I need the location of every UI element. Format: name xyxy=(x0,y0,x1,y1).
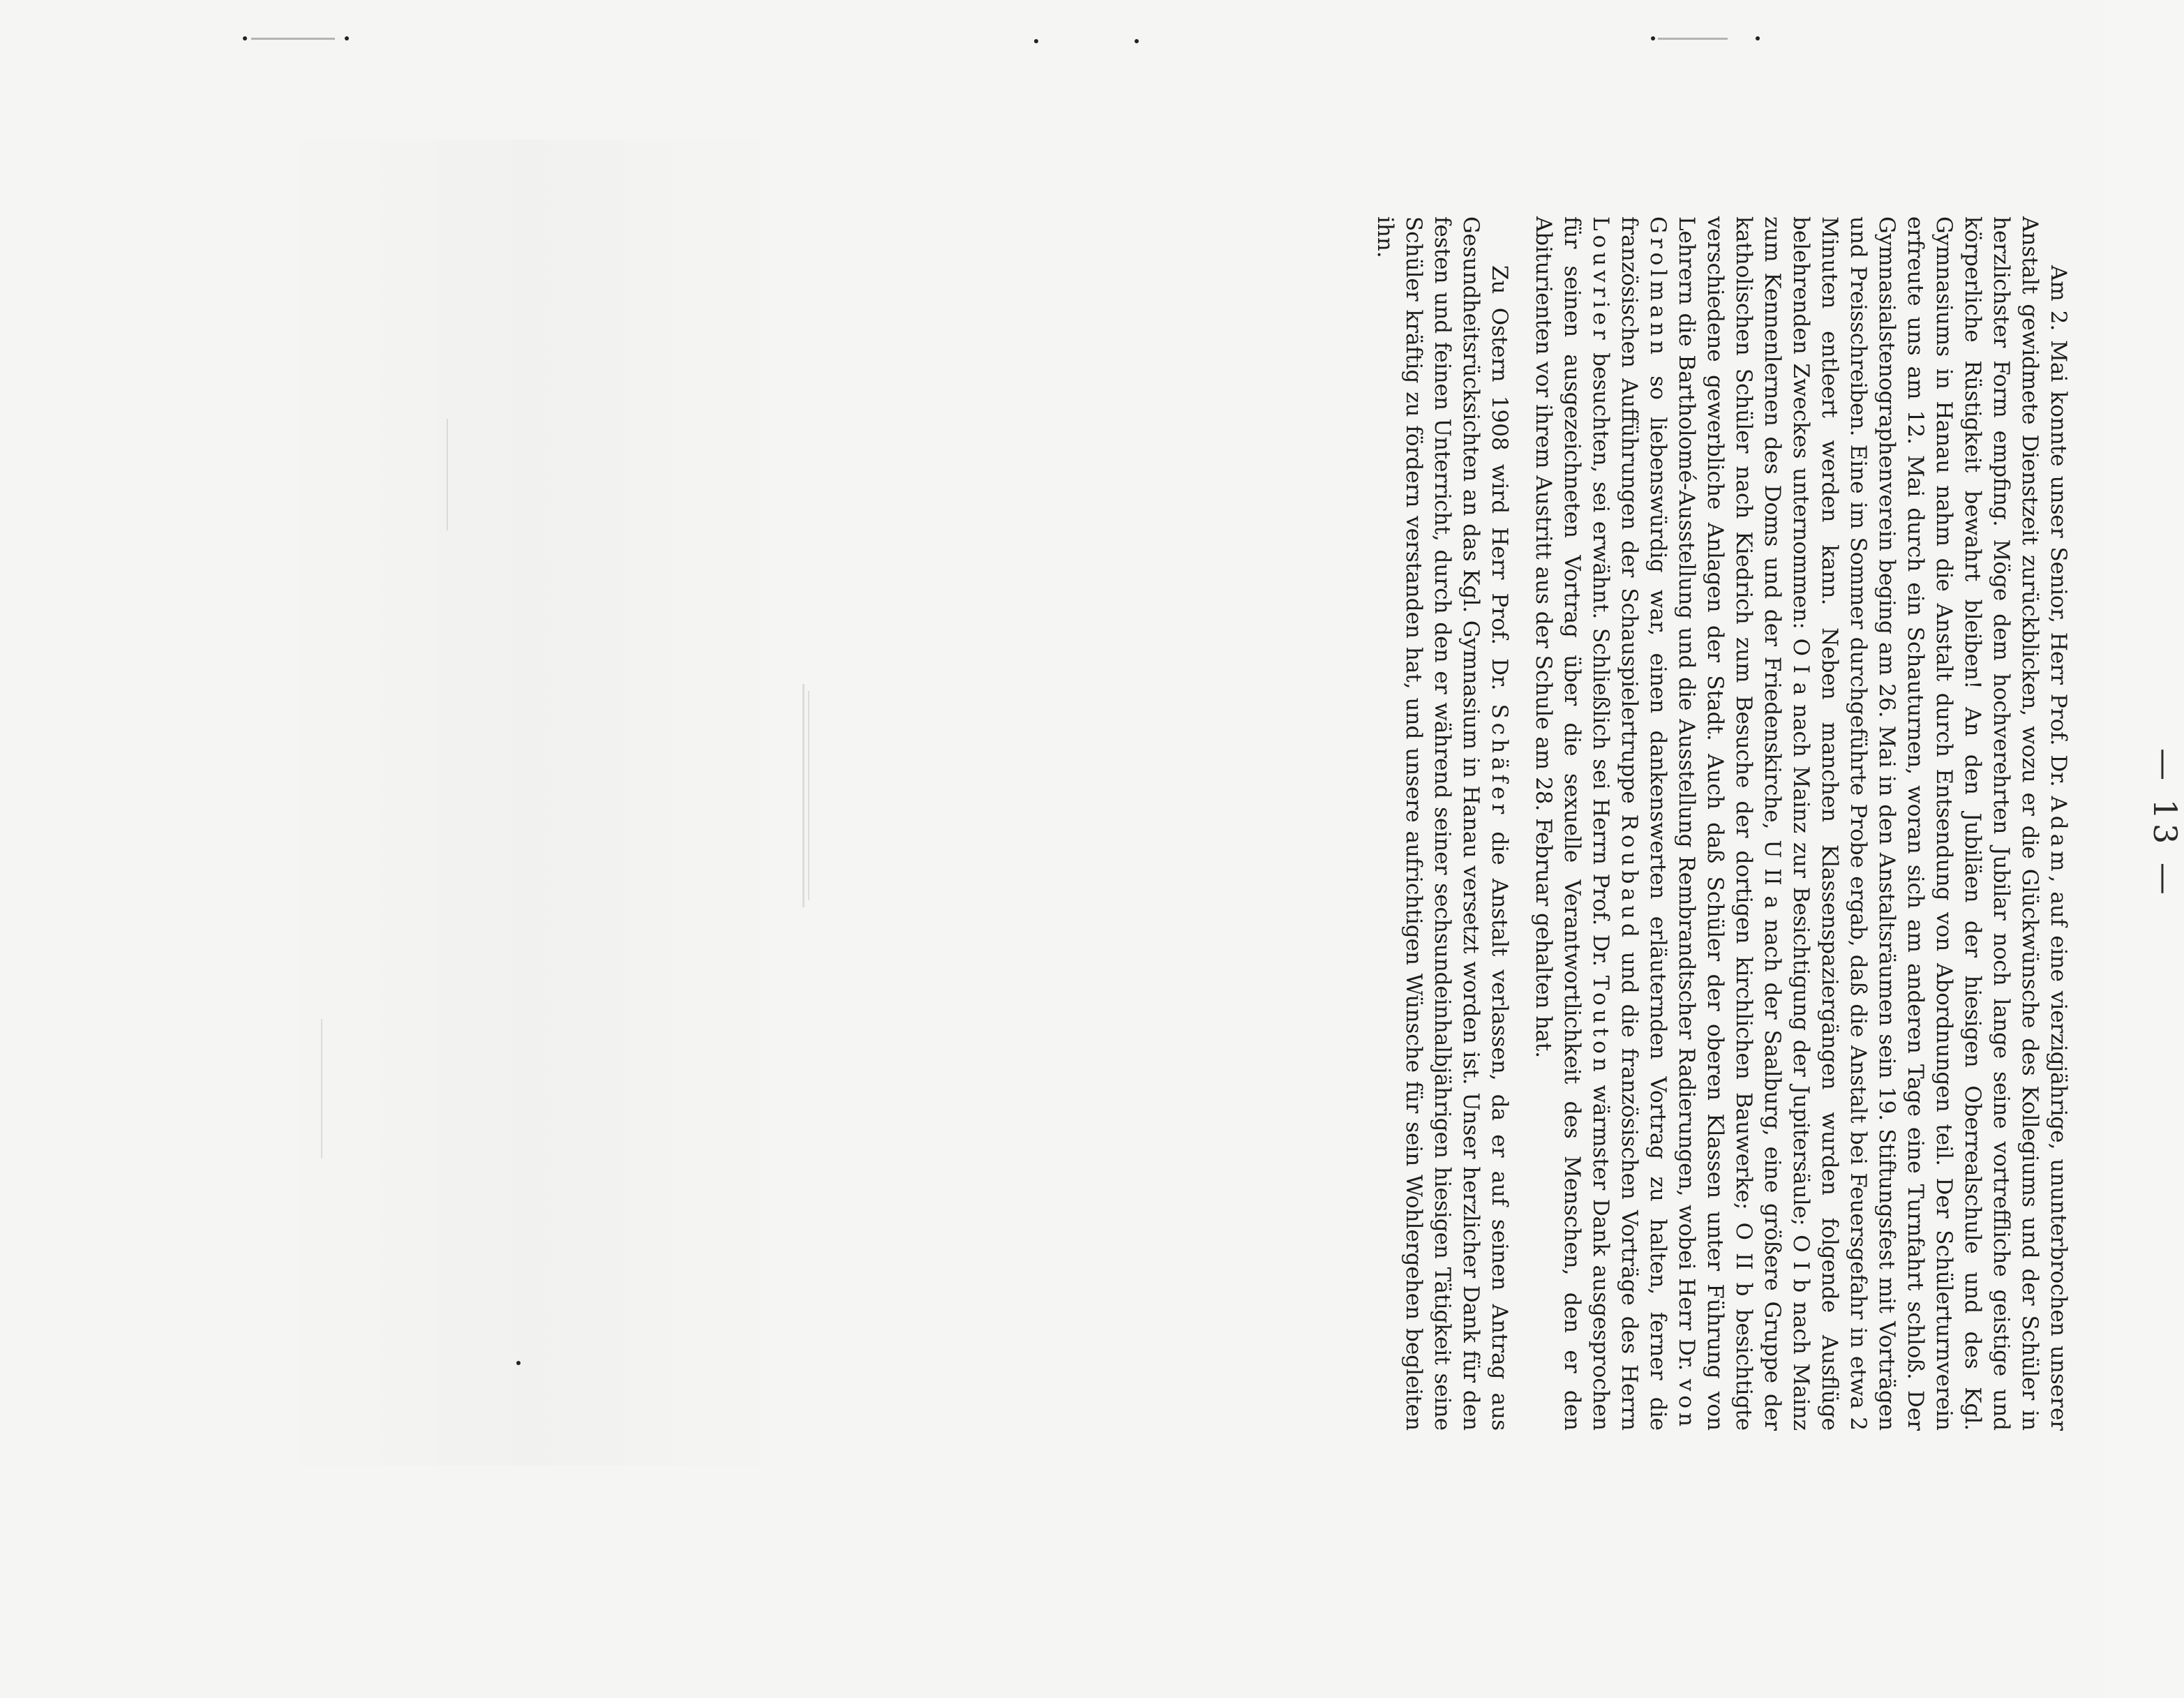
text-run: wärmster Dank ausgesprochen für seinen ausgezeichneten Vortrag über die sexuelle Verantwortlichkeit des Menschen, den er den Abiturienten vor ihrem Austritt aus der Schule am 28. Februar gehalten hat. xyxy=(1531,216,1613,1431)
speck xyxy=(345,36,349,40)
text-run: Am 2. Mai konnte unser Senior, Herr Prof. Dr. xyxy=(2046,265,2071,796)
text-run: Zu Ostern 1908 wird Herr Prof. Dr. xyxy=(1487,265,1512,704)
page-number: — 13 — xyxy=(2146,748,2184,899)
speck xyxy=(1135,39,1139,43)
spaced-name: Louvrier xyxy=(1588,216,1613,344)
body-text xyxy=(1355,216,2072,1431)
speck xyxy=(251,38,335,40)
paragraph xyxy=(1529,216,2072,1431)
text-run: die Anstalt verlassen, da er auf seinen Antrag aus Gesundheitsrücksichten an das Kgl. Gymnasium in Hanau versetzt worden ist. Unser herzlicher Dank für den festen und feinen Unterricht, durch den er während seiner sechsundeinhalbjährigen hiesigen Tätigkeit seine Schüler kräftig zu fördern verstanden hat, und unsere aufrichtigen Wünsche für sein Wohlergehen begleiten ihn. xyxy=(1373,216,1512,1431)
speck xyxy=(243,36,247,40)
text-run: und die französischen Vorträge des Herrn xyxy=(1617,941,1642,1431)
spaced-name: Schäfer xyxy=(1487,703,1512,819)
text-run: , auf eine vierzigjährige, ununterbrochen unserer Anstalt gewidmete Dienstzeit zurückblicken, wozu er die Glückwünsche des Kollegiums und der Schüler in herzlichster Form empfing. Möge dem hochverehrten Jubilar noch lange seine vortreffliche geistige und körperliche Rüstigkeit bewahrt bleiben! An den Jubiläen der hiesigen Oberrealschule und des Kgl. Gymnasiums in Hanau nahm die Anstalt durch Entsendung von Abordnungen teil. Der Schülerturnverein erfreute uns am 12. Mai durch ein Schauturnen, woran sich am anderen Tage eine Turnfahrt schloß. Der Gymnasialstenographenverein beging am 26. Mai in den Anstaltsräumen sein 19. Stiftungsfest mit Vorträgen und Preisschreiben. Eine im Sommer durchgeführte Probe ergab, daß die Anstalt bei Feuersgefahr in etwa 2 Minuten entleert werden kann. Neben manchen Klassenspaziergängen wurden folgende Ausflüge belehrenden Zweckes unternommen: O I a nach Mainz zur Besichtigung der Jupitersäule; O I b nach Mainz zum Kennenlernen des Doms und der Friedenskirche, U II a nach der Saalburg, eine größere Gruppe der katholischen Schüler nach Kiedrich zum Besuche der dortigen kirchlichen Bauwerke; O II b besichtigte verschiedene gewerbliche Anlagen der Stadt. Auch daß Schüler der oberen Klassen unter Führung von Lehrern die Bartholomé-Ausstellung und die Ausstellung Rembrandtscher Radierungen, wobei Herr Dr. xyxy=(1674,216,2071,1431)
speck xyxy=(1651,36,1655,40)
spaced-name: Touton xyxy=(1588,975,1613,1076)
speck xyxy=(1756,36,1760,40)
rotated-text-block xyxy=(300,167,2184,1480)
spaced-name: Roubaud xyxy=(1617,814,1642,941)
spaced-name: von Grolmann xyxy=(1645,216,1699,1431)
spaced-name: Adam xyxy=(2046,796,2071,876)
speck xyxy=(1658,38,1728,40)
text-run: besuchten, sei erwähnt. Schließlich sei Herrn Prof. Dr. xyxy=(1588,343,1613,976)
speck xyxy=(1034,39,1038,43)
text-run: so liebenswürdig war, einen dankenswerten erläuternden Vortrag zu halten, ferner die französischen Aufführungen der Schauspielertruppe xyxy=(1617,216,1670,1431)
paragraph xyxy=(1370,216,1513,1431)
